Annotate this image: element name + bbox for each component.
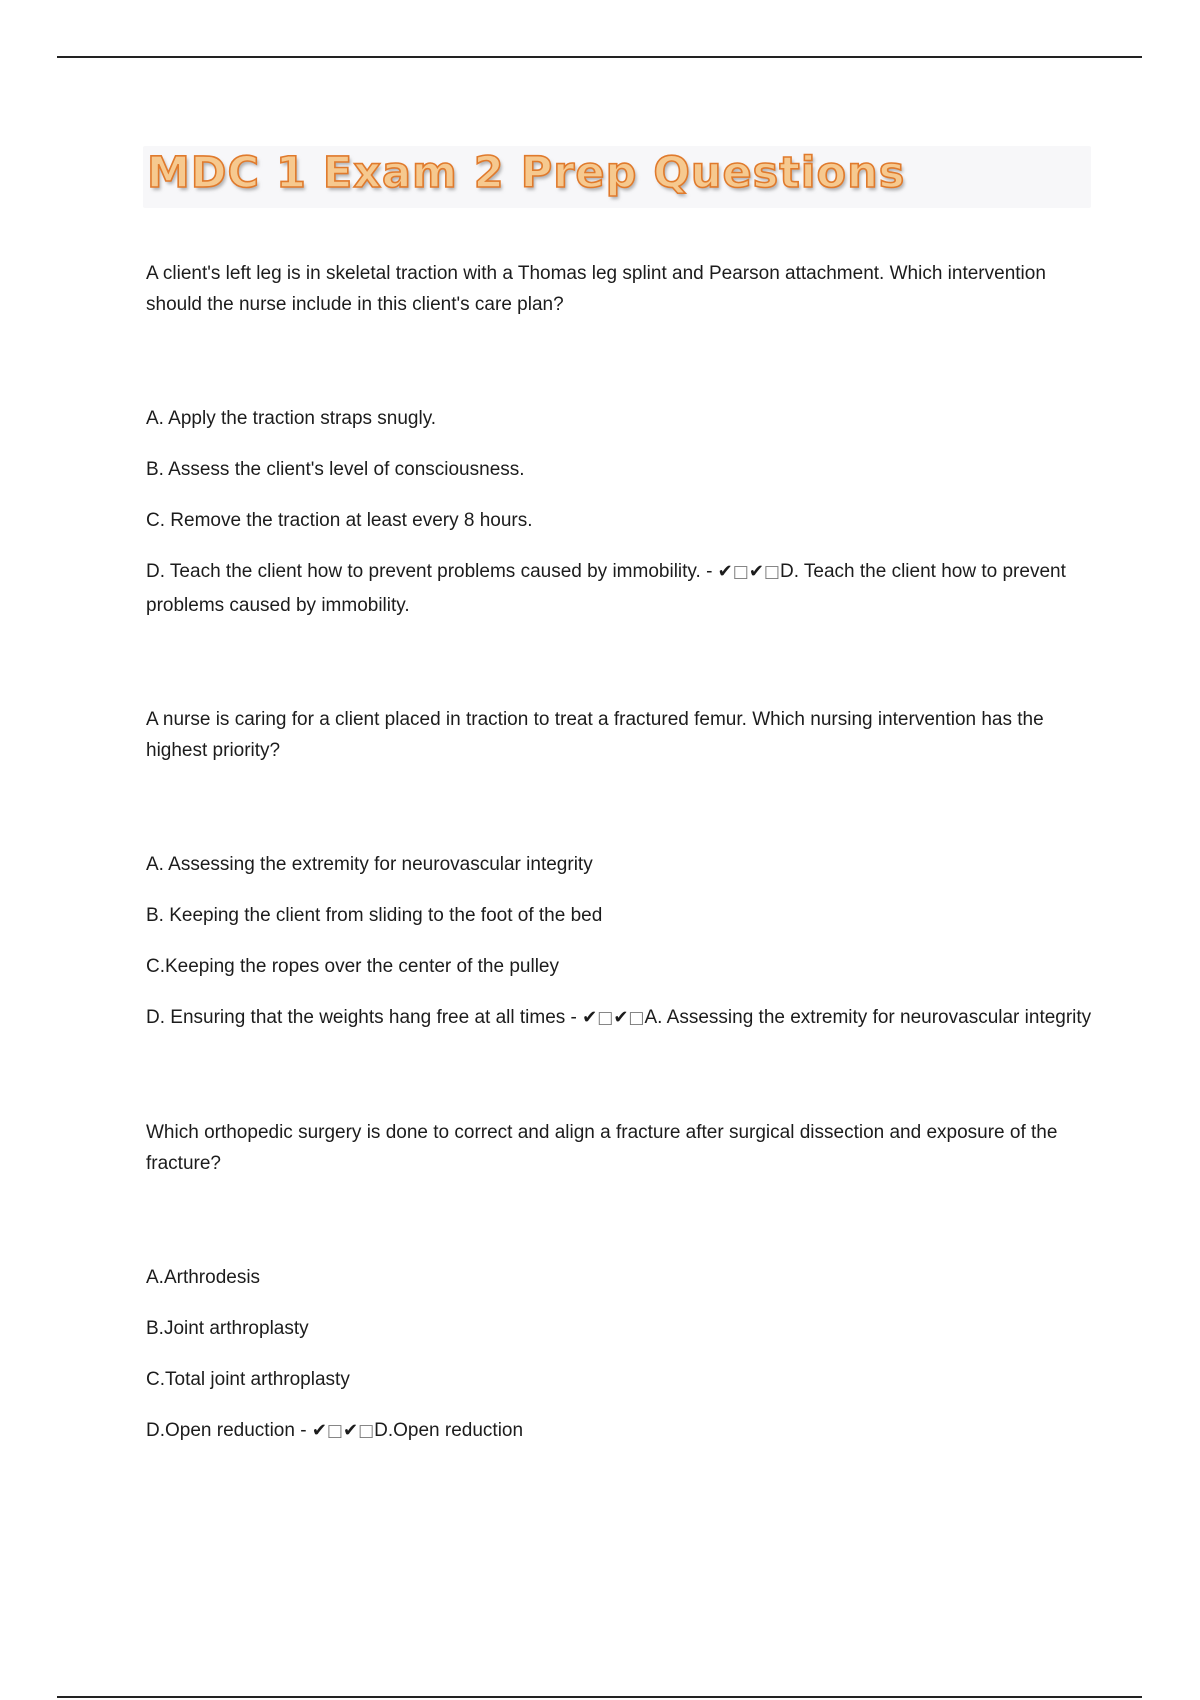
option-c: C.Keeping the ropes over the center of the pulley: [146, 956, 559, 977]
question-stem: A client's left leg is in skeletal traction with a Thomas leg splint and Pearson attachment. Which intervention should the nurse include in this client's care plan?: [146, 263, 1046, 315]
document-body: [146, 258, 1096, 1448]
option-list: [146, 1261, 1096, 1448]
checkmark-icon: ✔: [613, 1007, 629, 1028]
box-icon: □: [763, 562, 780, 582]
checkmark-icon: ✔: [748, 561, 764, 582]
question-stem: Which orthopedic surgery is done to correct and align a fracture after surgical dissection and exposure of the fracture?: [146, 1122, 1058, 1174]
box-icon: □: [358, 1421, 375, 1441]
footer-rule: [57, 1696, 1142, 1698]
question-stem: A nurse is caring for a client placed in traction to treat a fractured femur. Which nursing intervention has the highest priority?: [146, 709, 1044, 761]
option-c: C.Total joint arthroplasty: [146, 1369, 350, 1390]
option-b: B. Keeping the client from sliding to the foot of the bed: [146, 905, 603, 926]
option-list: [146, 848, 1096, 1035]
document-title: MDC 1 Exam 2 Prep Questions: [147, 148, 906, 198]
spacer: [146, 622, 1096, 704]
option-b: B.Joint arthroplasty: [146, 1318, 309, 1339]
option-d-with-answer: [146, 1414, 1096, 1448]
option-c: C. Remove the traction at least every 8 hours.: [146, 510, 533, 531]
option-a: A. Assessing the extremity for neurovascular integrity: [146, 854, 593, 875]
box-icon: □: [326, 1421, 343, 1441]
header-rule: [57, 56, 1142, 58]
question-2: [146, 704, 1096, 1035]
question-3: [146, 1117, 1096, 1448]
answer-text: A. Assessing the extremity for neurovascular integrity: [644, 1007, 1092, 1028]
spacer: [146, 1035, 1096, 1117]
checkmark-icon: ✔: [717, 561, 733, 582]
checkmark-icon: ✔: [311, 1420, 327, 1441]
option-text: D. Ensuring that the weights hang free at all times -: [146, 1007, 583, 1028]
option-text: D.Open reduction -: [146, 1420, 312, 1441]
box-icon: □: [732, 562, 749, 582]
box-icon: □: [597, 1008, 614, 1028]
option-d-with-answer: [146, 555, 1096, 622]
answer-text: D. Teach the client how to prevent problems caused by immobility.: [146, 561, 1066, 616]
question-1: [146, 258, 1096, 622]
option-text: D. Teach the client how to prevent problems caused by immobility. -: [146, 561, 718, 582]
box-icon: □: [628, 1008, 645, 1028]
checkmark-icon: ✔: [342, 1420, 359, 1441]
option-a: A. Apply the traction straps snugly.: [146, 408, 437, 429]
checkmark-icon: ✔: [582, 1007, 598, 1028]
option-list: [146, 402, 1096, 622]
option-a: A.Arthrodesis: [146, 1267, 261, 1288]
option-b: B. Assess the client's level of consciousness.: [146, 459, 525, 480]
option-d-with-answer: [146, 1001, 1096, 1035]
answer-text: D.Open reduction: [374, 1420, 524, 1441]
